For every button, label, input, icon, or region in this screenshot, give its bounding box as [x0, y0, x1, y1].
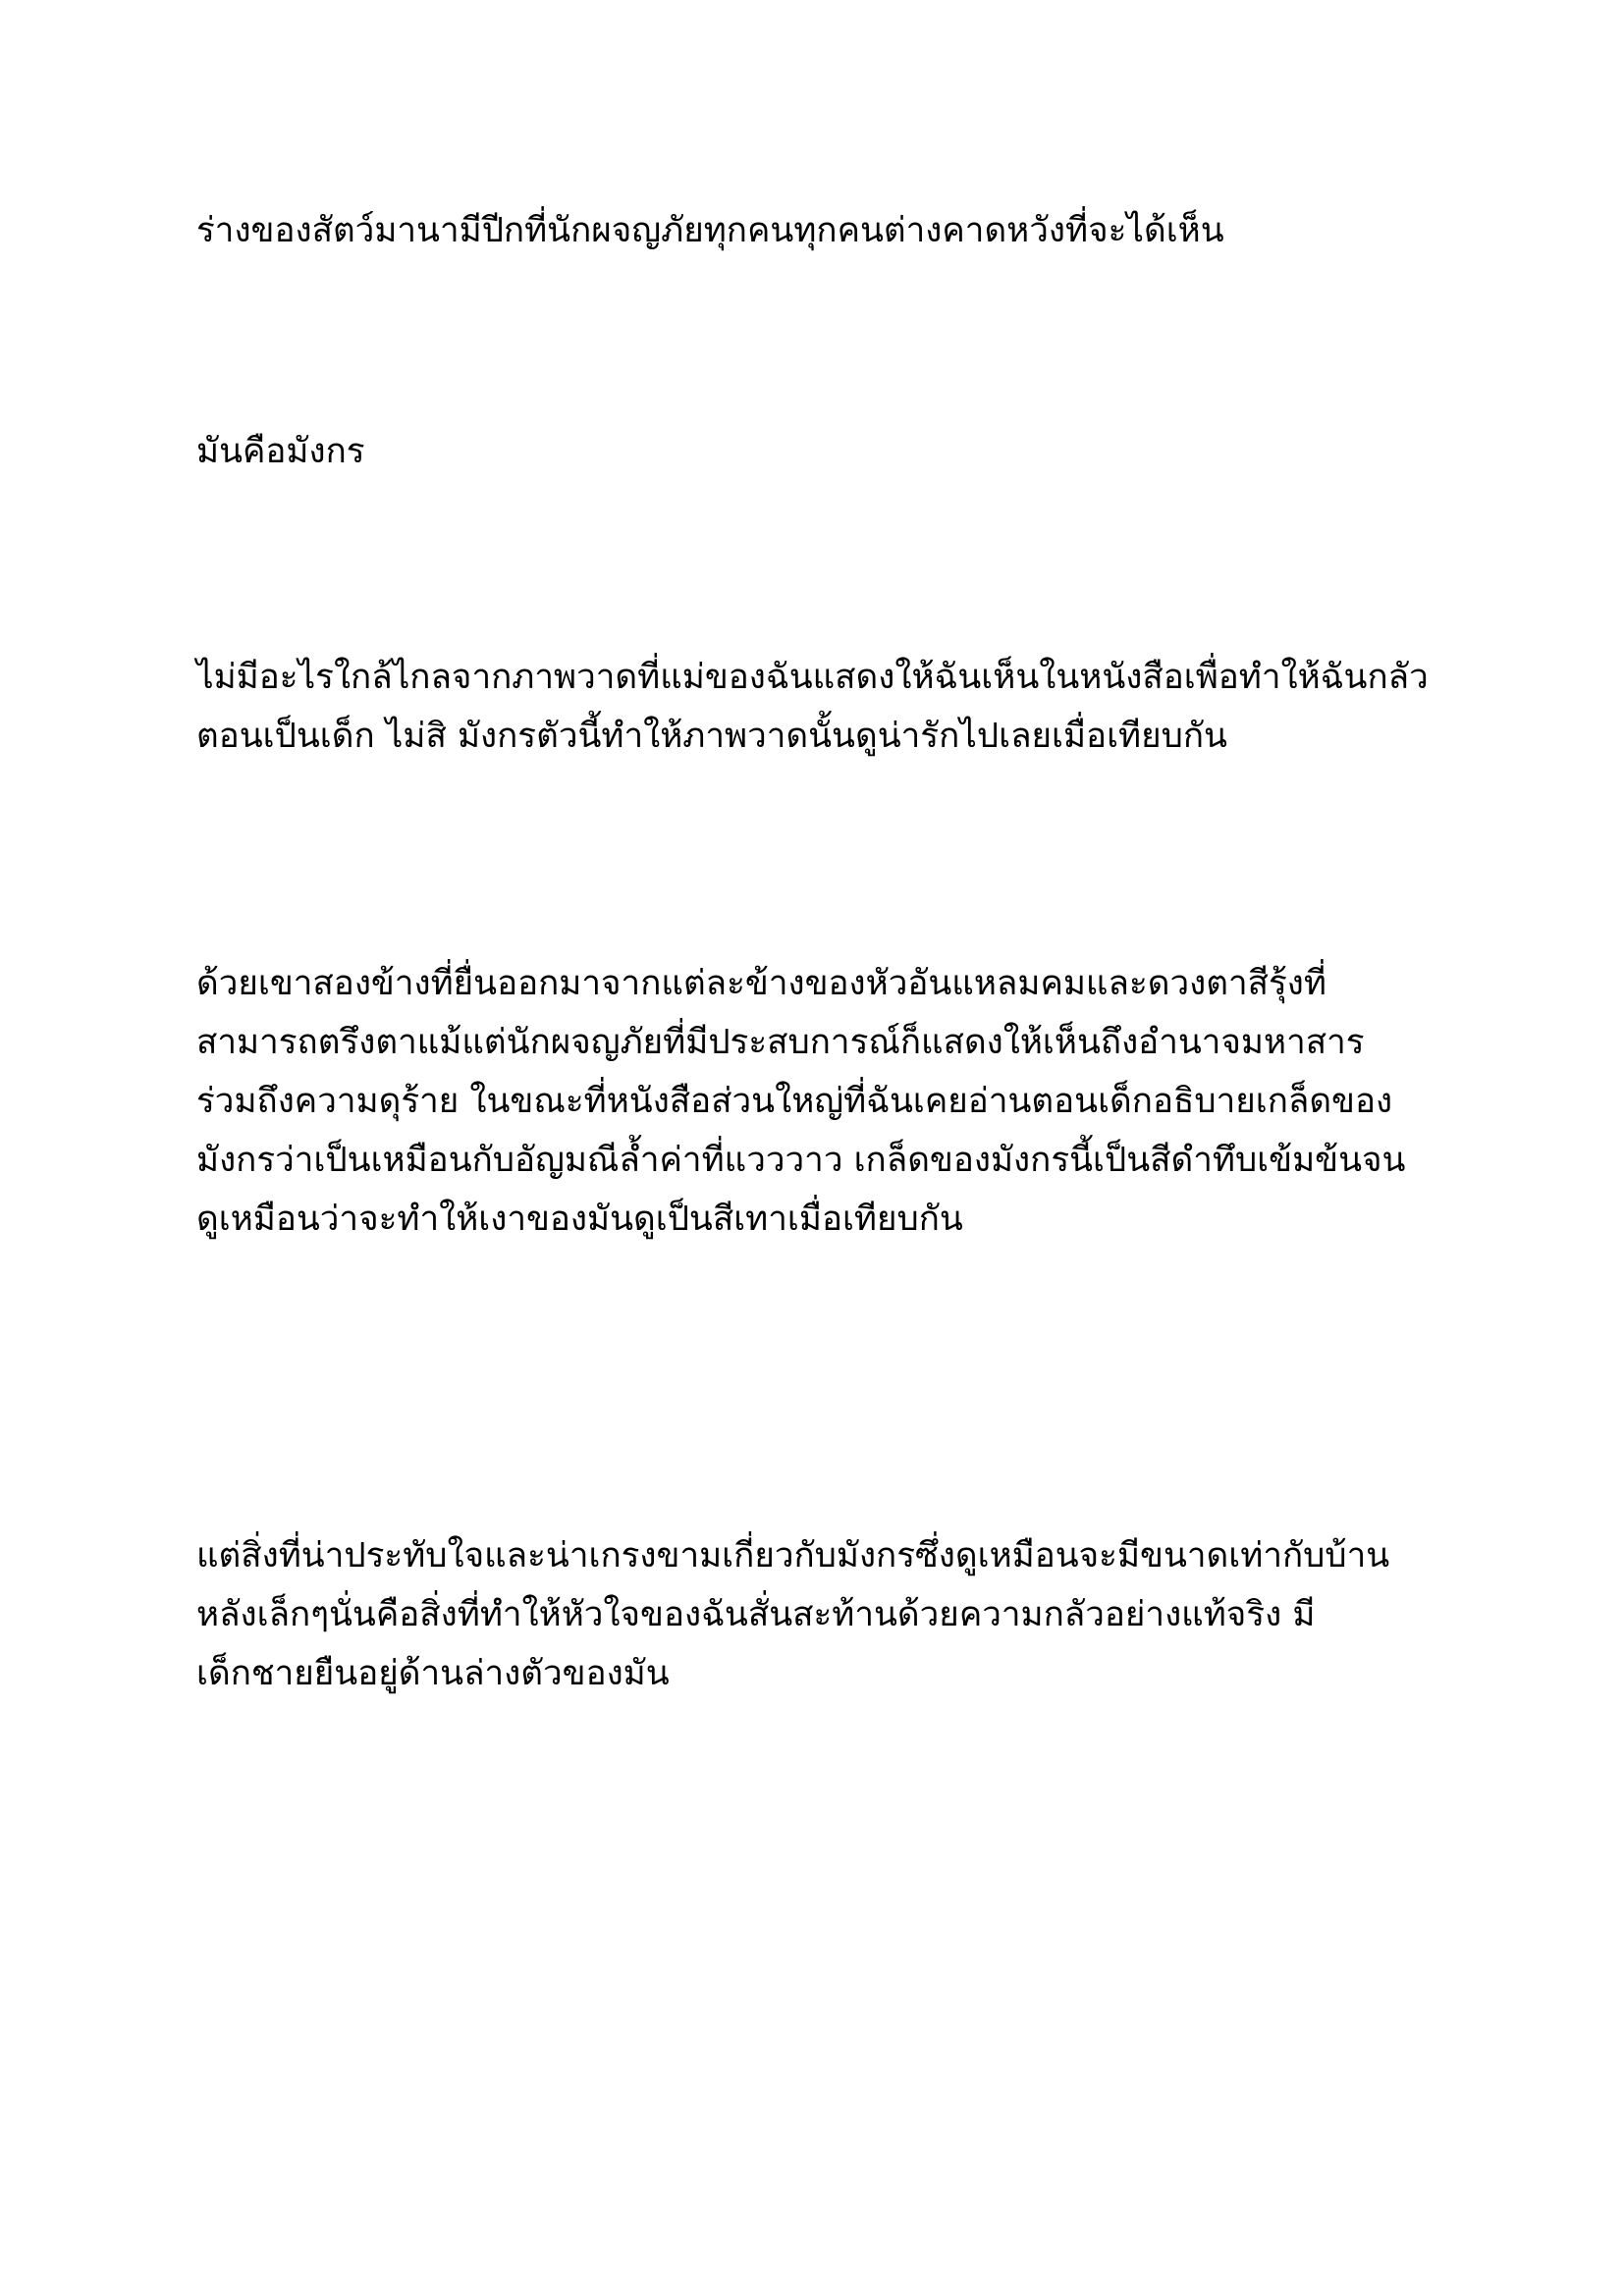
text-line: ไม่มีอะไรใกล้ไกลจากภาพวาดที่แม่ของฉันแสดงให้ฉันเห็นในหนังสือเพื่อทำให้ฉันกลัว — [196, 658, 1429, 697]
text-line: มันคือมังกร — [196, 432, 365, 471]
text-line: ร่างของสัตว์มานามีปีกที่นักผจญภัยทุกคนทุกคนต่างคาดหวังที่จะได้เห็น — [196, 211, 1224, 250]
paragraph-4 — [196, 954, 1453, 1249]
text-line: แต่สิ่งที่น่าประทับใจและน่าเกรงขามเกี่ยวกับมังกรซึ่งดูเหมือนจะมีขนาดเท่ากับบ้าน — [196, 1536, 1390, 1575]
text-line: ตอนเป็นเด็ก ไม่สิ มังกรตัวนี้ทำให้ภาพวาดนั้นดูน่ารักไปเลยเมื่อเทียบกัน — [196, 717, 1227, 756]
paragraph-3 — [196, 648, 1453, 766]
text-line: ร่วมถึงความดุร้าย ในขณะที่หนังสือส่วนใหญ่ที่ฉันเคยอ่านตอนเด็กอธิบายเกล็ดของ — [196, 1082, 1393, 1121]
paragraph-2 — [196, 422, 1453, 481]
text-line: ดูเหมือนว่าจะทำให้เงาของมันดูเป็นสีเทาเมื่อเทียบกัน — [196, 1200, 963, 1239]
text-line: หลังเล็กๆนั่นคือสิ่งที่ทำให้หัวใจของฉันสั่นสะท้านด้วยความกลัวอย่างแท้จริง มี — [196, 1595, 1316, 1634]
text-line: สามารถตรึงตาแม้แต่นักผจญภัยที่มีประสบการณ์ก็แสดงให้เห็นถึงอำนาจมหาสาร — [196, 1023, 1365, 1062]
paragraph-5 — [196, 1526, 1453, 1703]
text-line: มังกรว่าเป็นเหมือนกับอัญมณีล้ำค่าที่แวววาว เกล็ดของมังกรนี้เป็นสีดำทึบเข้มข้นจน — [196, 1141, 1406, 1180]
paragraph-1 — [196, 201, 1453, 260]
text-line: เด็กชายยืนอยู่ด้านล่างตัวของมัน — [196, 1654, 670, 1693]
text-line: ด้วยเขาสองข้างที่ยื่นออกมาจากแต่ละข้างของหัวอันแหลมคมและดวงตาสีรุ้งที่ — [196, 964, 1326, 1003]
